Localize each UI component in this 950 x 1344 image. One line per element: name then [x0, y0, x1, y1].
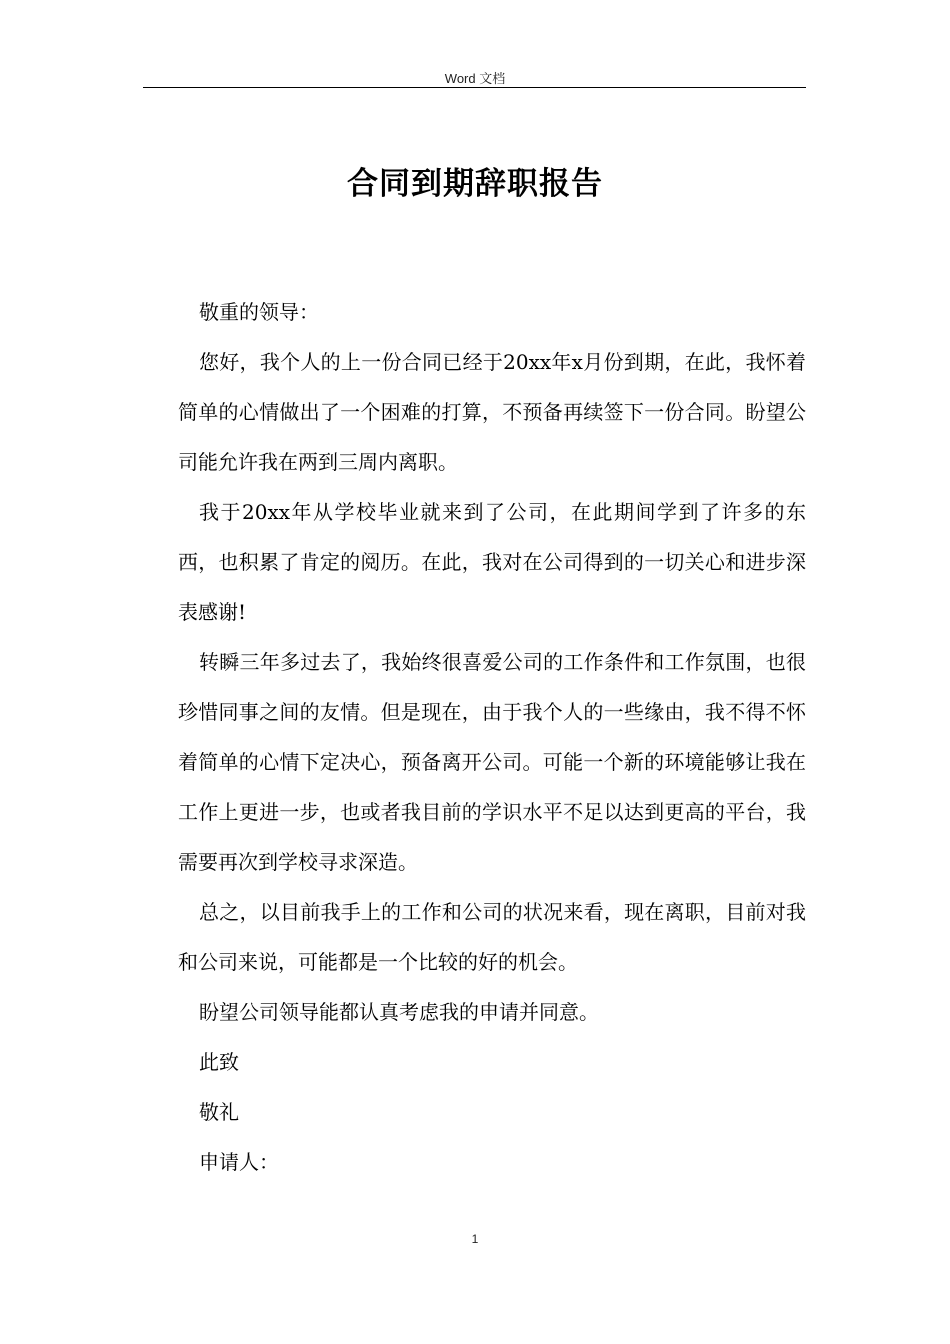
- document-body: [178, 287, 806, 1187]
- paragraph-3: 转瞬三年多过去了，我始终很喜爱公司的工作条件和工作氛围，也很珍惜同事之间的友情。但是现在，由于我个人的一些缘由，我不得不怀着简单的心情下定决心，预备离开公司。可能一个新的环境能够让我在工作上更进一步，也或者我目前的学识水平不足以达到更高的平台，我需要再次到学校寻求深造。: [178, 650, 806, 874]
- header-divider: [143, 87, 806, 88]
- page-number: 1: [471, 1232, 479, 1246]
- paragraph-2: 我于20xx年从学校毕业就来到了公司，在此期间学到了许多的东西，也积累了肯定的阅历。在此，我对在公司得到的一切关心和进步深表感谢!: [178, 500, 806, 624]
- applicant-label: 申请人：: [199, 1150, 279, 1174]
- closing-1: 此致: [199, 1050, 239, 1074]
- salutation: 敬重的领导：: [199, 300, 319, 324]
- document-title: 合同到期辞职报告: [347, 166, 603, 202]
- paragraph-1: 您好，我个人的上一份合同已经于20xx年x月份到期，在此，我怀着简单的心情做出了一个困难的打算，不预备再续签下一份合同。盼望公司能允许我在两到三周内离职。: [178, 350, 806, 474]
- paragraph-4: 总之，以目前我手上的工作和公司的状况来看，现在离职，目前对我和公司来说，可能都是一个比较的好的机会。: [178, 900, 806, 974]
- closing-2: 敬礼: [199, 1100, 239, 1124]
- page-header: Word 文档: [444, 71, 506, 86]
- paragraph-5: 盼望公司领导能都认真考虑我的申请并同意。: [199, 1000, 599, 1024]
